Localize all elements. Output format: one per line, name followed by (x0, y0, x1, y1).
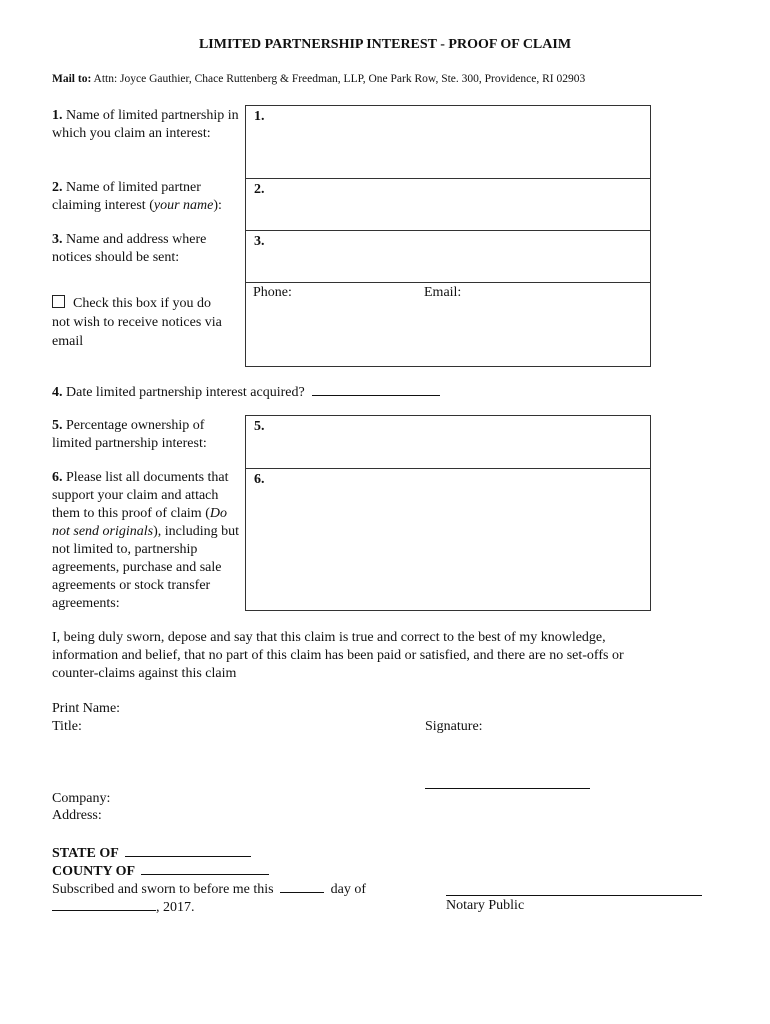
print-name-label: Print Name: (52, 701, 121, 716)
question-5-label: 5. Percentage ownership of limited partnership interest: (52, 418, 207, 451)
signature-line[interactable] (425, 788, 590, 789)
state-of-line: STATE OF (52, 844, 251, 862)
answer-field-3[interactable]: 3. (246, 230, 650, 283)
page-title: LIMITED PARTNERSHIP INTEREST - PROOF OF CLAIM (198, 37, 572, 52)
date-acquired-line[interactable] (312, 383, 440, 396)
county-blank[interactable] (141, 862, 269, 875)
question-2-label: 2. Name of limited partner claiming interest (your name): (52, 180, 222, 213)
subscribed-line: Subscribed and sworn to before me this day of (52, 882, 367, 897)
signature-label: Signature: (425, 719, 483, 734)
notary-public-label: Notary Public (446, 898, 525, 913)
no-email-checkbox-label: Check this box if you do not wish to receive notices via email (52, 296, 222, 349)
phone-label: Phone: (253, 285, 292, 300)
title-label: Title: (52, 719, 82, 734)
day-blank[interactable] (280, 880, 324, 893)
answer-box-5-6 (245, 415, 651, 611)
oath-paragraph: I, being duly sworn, depose and say that this claim is true and correct to the best of my knowledge, information and belief, that no part of this claim has been paid or satisfied, and there are no set-offs or counter-claims against this claim (52, 630, 624, 681)
question-1-label: 1. Name of limited partnership in which you claim an interest: (52, 108, 239, 141)
email-label: Email: (424, 285, 462, 300)
mail-to-line (52, 73, 585, 85)
state-blank[interactable] (125, 844, 251, 857)
no-email-checkbox[interactable] (52, 295, 65, 308)
answer-field-6[interactable]: 6. (246, 468, 650, 610)
answer-field-5[interactable]: 5. (254, 419, 265, 434)
address-label: Address: (52, 808, 102, 823)
month-blank[interactable] (52, 898, 156, 911)
county-of-line: COUNTY OF (52, 862, 269, 880)
contact-field[interactable] (246, 282, 650, 366)
mail-to-address: Attn: Joyce Gauthier, Chace Ruttenberg & Freedman, LLP, One Park Row, Ste. 300, Providence, RI 02903 (93, 73, 586, 85)
month-year-line: , 2017. (52, 898, 195, 916)
question-4-label: 4. Date limited partnership interest acquired? (52, 383, 440, 401)
answer-box-1-3 (245, 105, 651, 367)
question-3-label: 3. Name and address where notices should be sent: (52, 232, 207, 265)
notary-signature-line[interactable] (446, 895, 702, 896)
company-label: Company: (52, 791, 111, 806)
question-6-label: 6. Please list all documents that support your claim and attach them to this proof of claim (Do not send originals), including but not limited to, partnership agreements, purchase and sale agreements or stock transfer agreements: (52, 470, 240, 611)
mail-to-label: Mail to: (52, 73, 92, 85)
answer-field-2[interactable]: 2. (246, 178, 650, 231)
answer-field-1[interactable]: 1. (254, 109, 265, 124)
